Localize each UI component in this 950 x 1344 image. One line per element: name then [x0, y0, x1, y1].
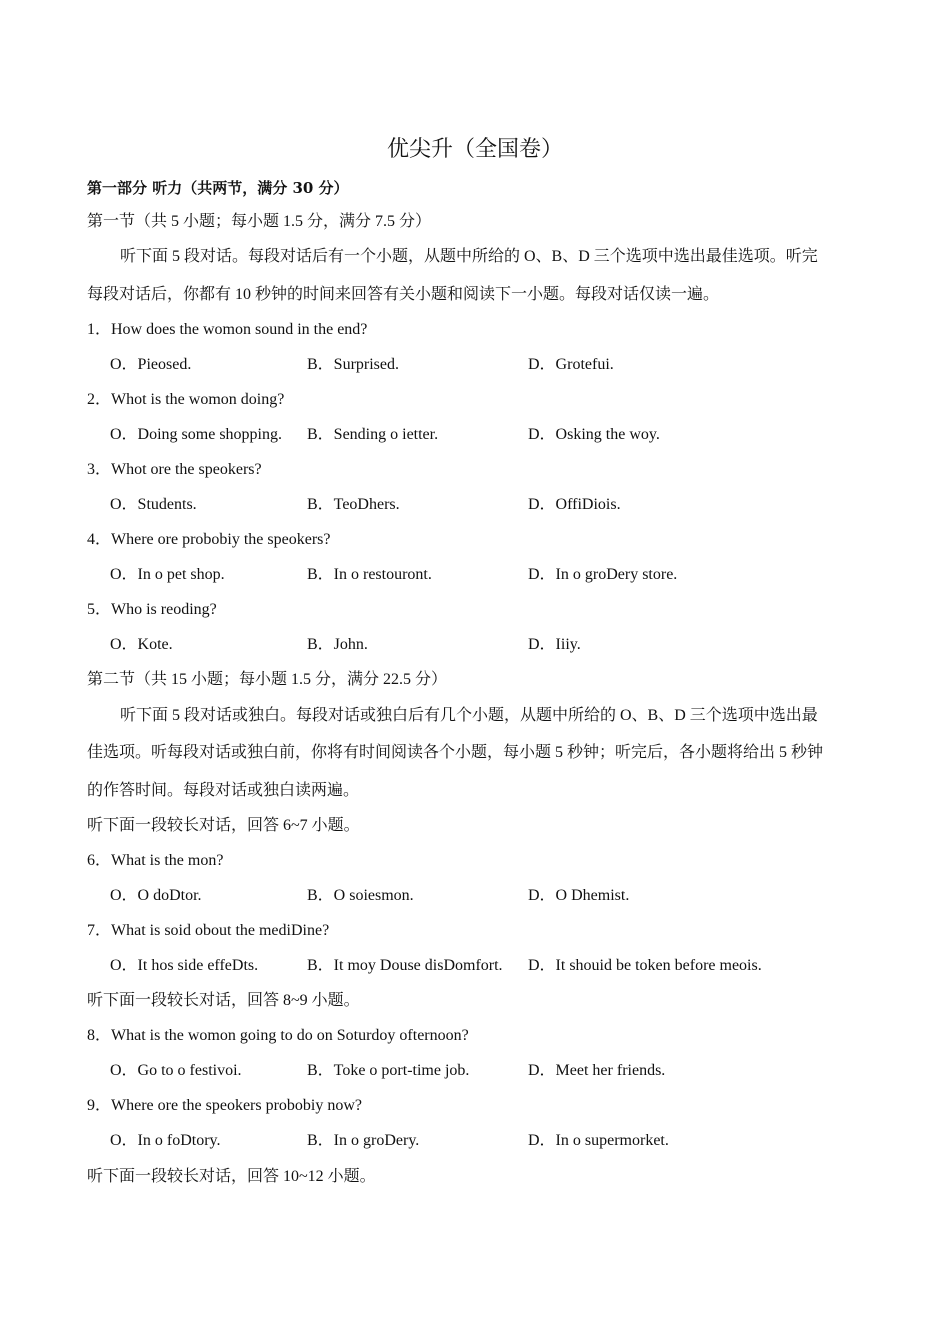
option-b: B．O soiesmon.: [307, 887, 414, 904]
section1-instructions-line1: 听下面 5 段对话。每段对话后有一个小题，从题中所给的 O、B、D 三个选项中选出最佳选项。听完: [120, 248, 818, 265]
option-a: O．Pieosed.: [110, 356, 192, 373]
section2-instructions-line2: 佳选项。听每段对话或独白前，你将有时间阅读各个小题，每小题 5 秒钟；听完后，各小题将给出 5 秒钟: [87, 744, 824, 761]
option-b: B．TeoDhers.: [307, 496, 400, 513]
option-b: B．John.: [307, 636, 368, 653]
section1-heading: 第一节（共 5 小题；每小题 1.5 分，满分 7.5 分）: [87, 213, 432, 230]
option-d: D．In o groDery store.: [528, 566, 678, 583]
option-b: B．Toke o port-time job.: [307, 1062, 470, 1079]
option-d: D．Meet her friends.: [528, 1062, 666, 1079]
listening-prompt-6-7: 听下面一段较长对话，回答 6~7 小题。: [87, 817, 360, 834]
section2-heading: 第二节（共 15 小题；每小题 1.5 分，满分 22.5 分）: [87, 671, 448, 688]
option-b: B．In o restouront.: [307, 566, 432, 583]
section2-instructions-line1: 听下面 5 段对话或独白。每段对话或独白后有几个小题，从题中所给的 O、B、D 三个选项中选出最: [120, 707, 818, 724]
option-d: D．Osking the woy.: [528, 426, 660, 443]
option-b: B．In o groDery.: [307, 1132, 420, 1149]
option-a: O．Kote.: [110, 636, 173, 653]
option-b: B．It moy Douse disDomfort.: [307, 957, 503, 974]
listening-prompt-8-9: 听下面一段较长对话，回答 8~9 小题。: [87, 992, 360, 1009]
option-a: O．Go to o festivoi.: [110, 1062, 242, 1079]
option-a: O．Students.: [110, 496, 197, 513]
option-d: D．Iiiy.: [528, 636, 581, 653]
option-a: O．In o pet shop.: [110, 566, 225, 583]
option-d: D．O Dhemist.: [528, 887, 630, 904]
option-b: B．Sending o ietter.: [307, 426, 439, 443]
page-title: 优尖升（全国卷）: [386, 137, 563, 162]
question-stem: 6．What is the mon?: [87, 852, 224, 869]
question-stem: 7．What is soid obout the mediDine?: [87, 922, 330, 939]
option-d: D．OffiDiois.: [528, 496, 621, 513]
listening-prompt-10-12: 听下面一段较长对话，回答 10~12 小题。: [87, 1168, 376, 1185]
option-a: O．O doDtor.: [110, 887, 202, 904]
option-a: O．Doing some shopping.: [110, 426, 283, 443]
section1-instructions-line2: 每段对话后，你都有 10 秒钟的时间来回答有关小题和阅读下一小题。每段对话仅读一遍。: [87, 286, 720, 303]
section2-instructions-line3: 的作答时间。每段对话或独白读两遍。: [87, 782, 360, 799]
question-stem: 4．Where ore probobiy the speokers?: [87, 531, 331, 548]
option-d: D．It shouid be token before meois.: [528, 957, 762, 974]
question-stem: 1．How does the womon sound in the end?: [87, 321, 368, 338]
question-stem: 3．Whot ore the speokers?: [87, 461, 262, 478]
option-b: B．Surprised.: [307, 356, 400, 373]
question-stem: 2．Whot is the womon doing?: [87, 391, 285, 408]
question-stem: 8．What is the womon going to do on Soturdoy ofternoon?: [87, 1027, 469, 1044]
option-d: D．Grotefui.: [528, 356, 614, 373]
question-stem: 5．Who is reoding?: [87, 601, 217, 618]
option-a: O．It hos side effeDts.: [110, 957, 259, 974]
part1-heading: 第一部分 听力（共两节，满分 30 分）: [87, 179, 349, 197]
option-d: D．In o supermorket.: [528, 1132, 669, 1149]
question-stem: 9．Where ore the speokers probobiy now?: [87, 1097, 363, 1114]
option-a: O．In o foDtory.: [110, 1132, 221, 1149]
